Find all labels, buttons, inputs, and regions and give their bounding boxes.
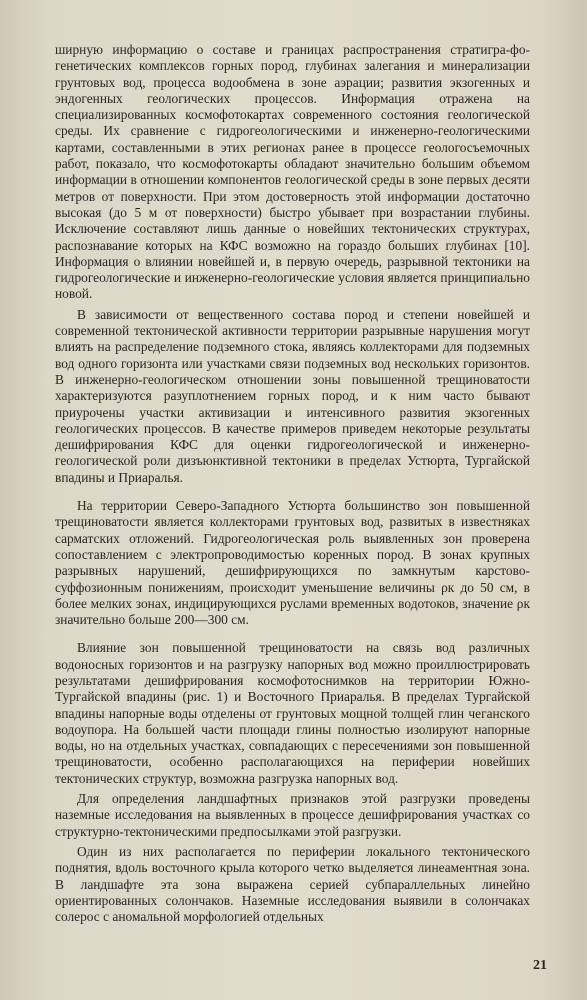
paragraph: На территории Северо-Западного Устюрта большинство зон повышенной трещиноватости является коллекторами грунтовых вод, развитых в известняках сарматских отложений. Гидрогеологическая роль выявленных зон проверена сопоставлением с электропроводимостью коренных пород. В зонах крупных разрывных нарушений, дешифрирующихся по замкнутым карстово-суффозионным понижениям, происходит уменьшение величины ρк до 50 см, в более мелких зонах, индицирующихся руслами временных водотоков, значение ρк значительно больше 200—300 см. [55, 498, 530, 628]
page-number: 21 [533, 958, 547, 973]
paragraph: В зависимости от вещественного состава пород и степени новейшей и современной тектонической активности территории разрывные нарушения могут влиять на распределение подземного стока, являясь коллекторами для подземных вод одного горизонта или участками связи подземных вод нескольких горизонтов. В инженерно-геологическом отношении зоны повышенной трещиноватости характеризуются разуплотнением горных пород, и к ним часто бывают приурочены участки активизации и интенсивного развития экзогенных геологических процессов. В качестве примеров приведем некоторые результаты дешифрирования КФС для оценки гидрогеологической и инженерно-геологической роли дизъюнктивной тектоники в пределах Устюрта, Тургайской впадины и Приаралья. [55, 306, 530, 485]
paragraph: Один из них располагается по периферии локального тектонического поднятия, вдоль восточного крыла которого четко выделяется линеаментная зона. В ландшафте эта зона выражена серией субпараллельных линейно ориентированных солончаков. Наземные исследования выявили в солончаках солерос с аномальной морфологией отдельных [55, 843, 530, 925]
paragraph: Влияние зон повышенной трещиноватости на связь вод различных водоносных горизонтов и на разгрузку напорных вод можно проиллюстрировать результатами дешифрирования космофотоснимков на территории Южно-Тургайской впадины (рис. 1) и Восточного Приаралья. В пределах Тургайской впадины напорные воды отделены от грунтовых мощной толщей глин чеганского водоупора. На большей части площади глины полностью изолируют напорные воды, но на отдельных участках, совпадающих с пересечениями зон повышенной трещиноватости, особенно располагающихся на периферии новейших тектонических структур, возможна разгрузка напорных вод. [55, 640, 530, 786]
paragraph: ширную информацию о составе и границах распространения стратигра-фо-генетических комплексов горных пород, глубинах залегания и минерализации грунтовых вод, процесса водообмена в зоне аэрации; развития экзогенных и эндогенных геологических процессов. Информация отражена на специализированных космофотокартах современного состояния геологической среды. Их сравнение с гидрогеологическими и инженерно-геологическими картами, составленными в этих регионах ранее в процессе геологосъемочных работ, показало, что космофотокарты обладают значительно большим объемом информации в отношении компонентов геологической среды в зоне первых десяти метров от поверхности. При этом достоверность этой информации достаточно высокая (до 5 м от поверхности) быстро убывает при возрастании глубины. Исключение составляют лишь данные о новейших тектонических структурах, распознавание которых на КФС возможно на гораздо больших глубинах [10]. Информация о влиянии новейшей и, в первую очередь, разрывной тектоники на гидрогеологические и инженерно-геологические условия является принципиально новой. [55, 42, 530, 302]
paragraph: Для определения ландшафтных признаков этой разгрузки проведены наземные исследования на выявленных в процессе дешифрирования участках со структурно-тектоническими предпосылками этой разгрузки. [55, 791, 530, 839]
body-text [55, 42, 530, 929]
